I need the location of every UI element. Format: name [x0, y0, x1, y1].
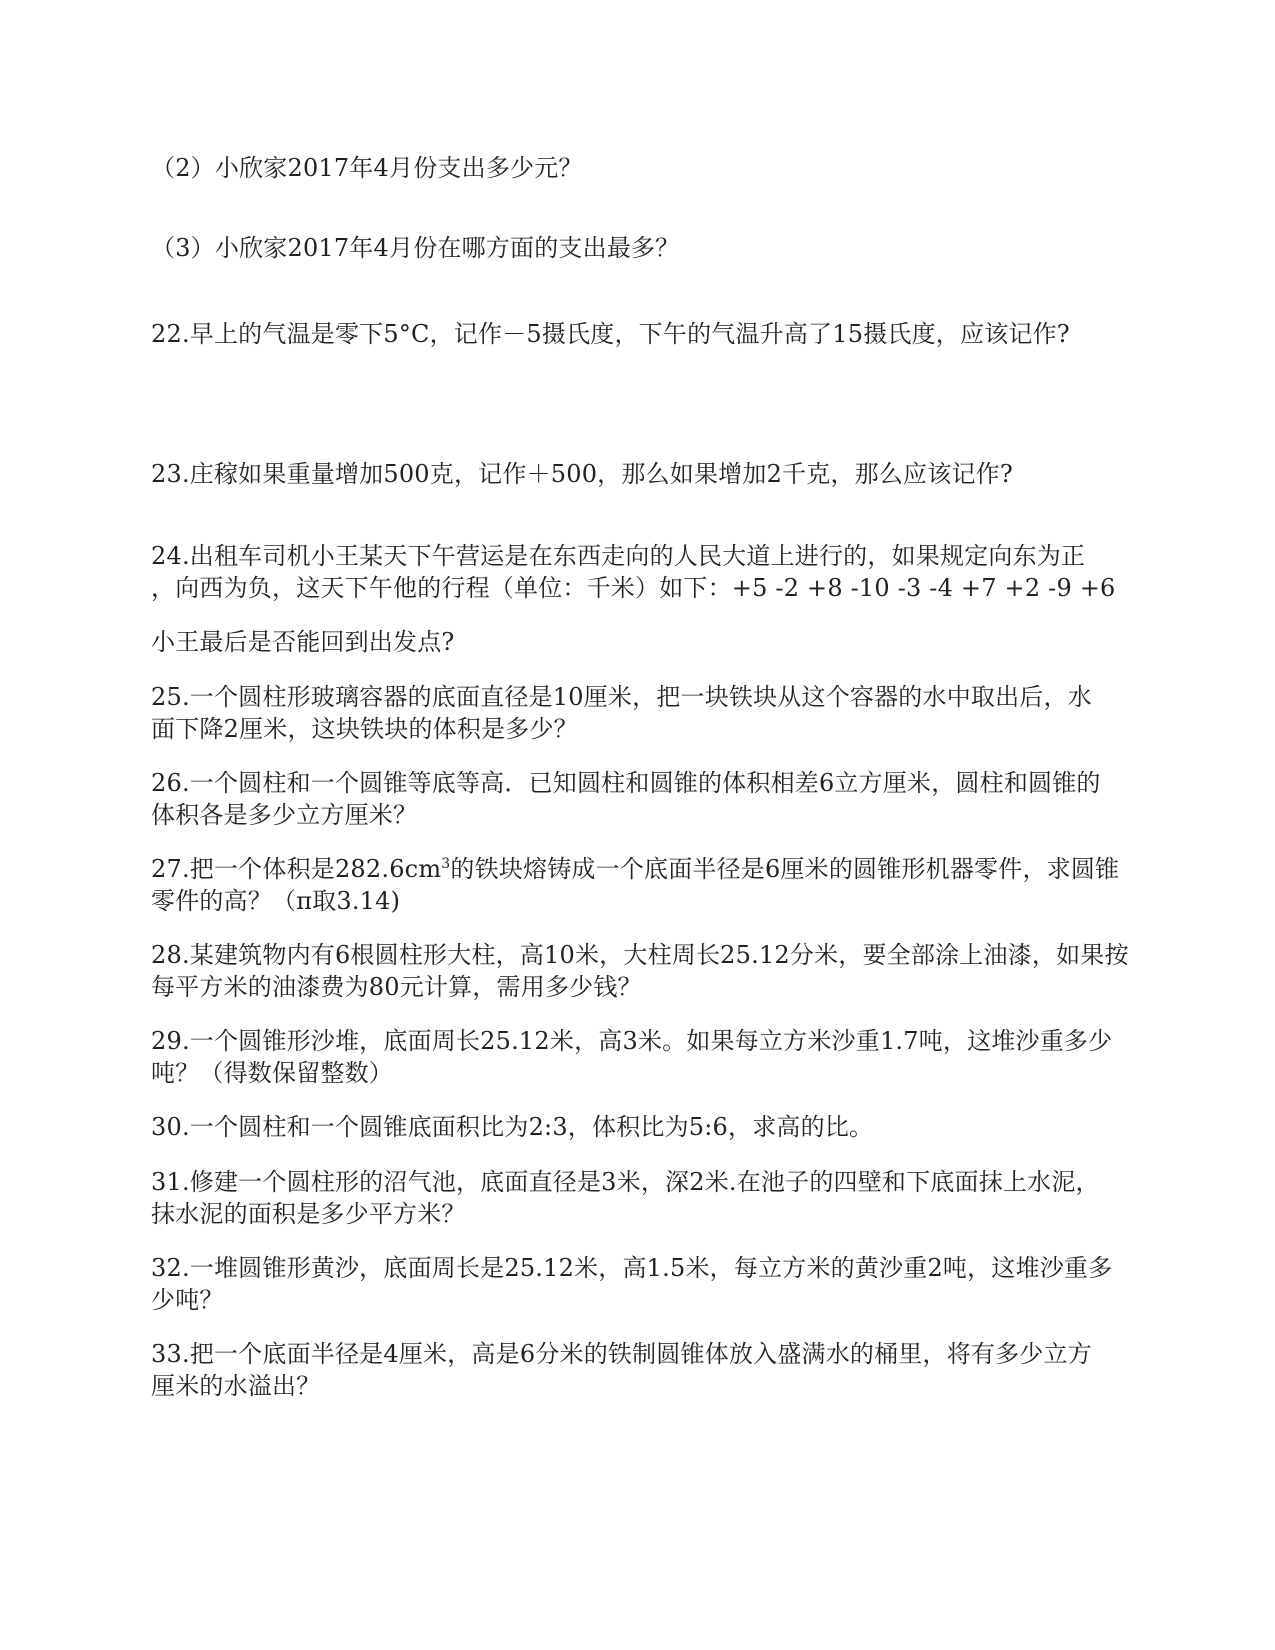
question-26-line-1: 26.一个圆柱和一个圆锥等底等高．已知圆柱和圆锥的体积相差6立方厘米，圆柱和圆锥的 — [151, 769, 1101, 797]
question-31-line-2: 抹水泥的面积是多少平方米？ — [151, 1200, 466, 1228]
question-24-line-3: 小王最后是否能回到出发点? — [151, 628, 455, 656]
question-27-text-b: 的铁块熔铸成一个底面半径是6厘米的圆锥形机器零件，求圆锥 — [450, 855, 1120, 883]
question-33-line-2: 厘米的水溢出？ — [151, 1372, 321, 1400]
question-30: 30.一个圆柱和一个圆锥底面积比为2:3，体积比为5:6，求高的比。 — [151, 1113, 874, 1141]
question-32-line-2: 少吨？ — [151, 1286, 224, 1314]
superscript-3: 3 — [441, 856, 451, 872]
question-29-line-1: 29.一个圆锥形沙堆，底面周长25.12米，高3米。如果每立方米沙重1.7吨，这堆沙重多少 — [151, 1027, 1113, 1055]
question-32-line-1: 32.一堆圆锥形黄沙，底面周长是25.12米，高1.5米，每立方米的黄沙重2吨，这堆沙重多 — [151, 1254, 1113, 1282]
question-23: 23.庄稼如果重量增加500克，记作＋500，那么如果增加2千克，那么应该记作? — [151, 460, 1013, 488]
question-27-line-1 — [151, 853, 1151, 885]
question-21-part-2: （2）小欣家2017年4月份支出多少元？ — [151, 154, 583, 182]
question-22: 22.早上的气温是零下5°C，记作－5摄氏度，下午的气温升高了15摄氏度，应该记作? — [151, 320, 1070, 348]
question-24-line-2: ，向西为负，这天下午他的行程（单位：千米）如下：+5 -2 +8 -10 -3 -4 +7 +2 -9 +6 — [151, 574, 1116, 602]
question-33-line-1: 33.把一个底面半径是4厘米，高是6分米的铁制圆锥体放入盛满水的桶里，将有多少立方 — [151, 1340, 1092, 1368]
question-26-line-2: 体积各是多少立方厘米？ — [151, 801, 418, 829]
question-28-line-2: 每平方米的油漆费为80元计算，需用多少钱？ — [151, 973, 642, 1001]
question-27-line-2: 零件的高？（π取3.14) — [151, 887, 401, 915]
question-25-line-1: 25.一个圆柱形玻璃容器的底面直径是10厘米，把一块铁块从这个容器的水中取出后，水 — [151, 683, 1092, 711]
question-25-line-2: 面下降2厘米，这块铁块的体积是多少？ — [151, 715, 578, 743]
question-31-line-1: 31.修建一个圆柱形的沼气池，底面直径是3米，深2米.在池子的四壁和下底面抹上水泥， — [151, 1168, 1100, 1196]
question-24-line-1: 24.出租车司机小王某天下午营运是在东西走向的人民大道上进行的，如果规定向东为正 — [151, 542, 1086, 570]
question-29-line-2: 吨？（得数保留整数） — [151, 1059, 393, 1087]
question-27-text-a: 27.把一个体积是282.6cm — [151, 855, 442, 883]
question-28-line-1: 28.某建筑物内有6根圆柱形大柱，高10米，大柱周长25.12分米，要全部涂上油漆，如果按 — [151, 941, 1129, 969]
question-21-part-3: （3）小欣家2017年4月份在哪方面的支出最多？ — [151, 234, 680, 262]
